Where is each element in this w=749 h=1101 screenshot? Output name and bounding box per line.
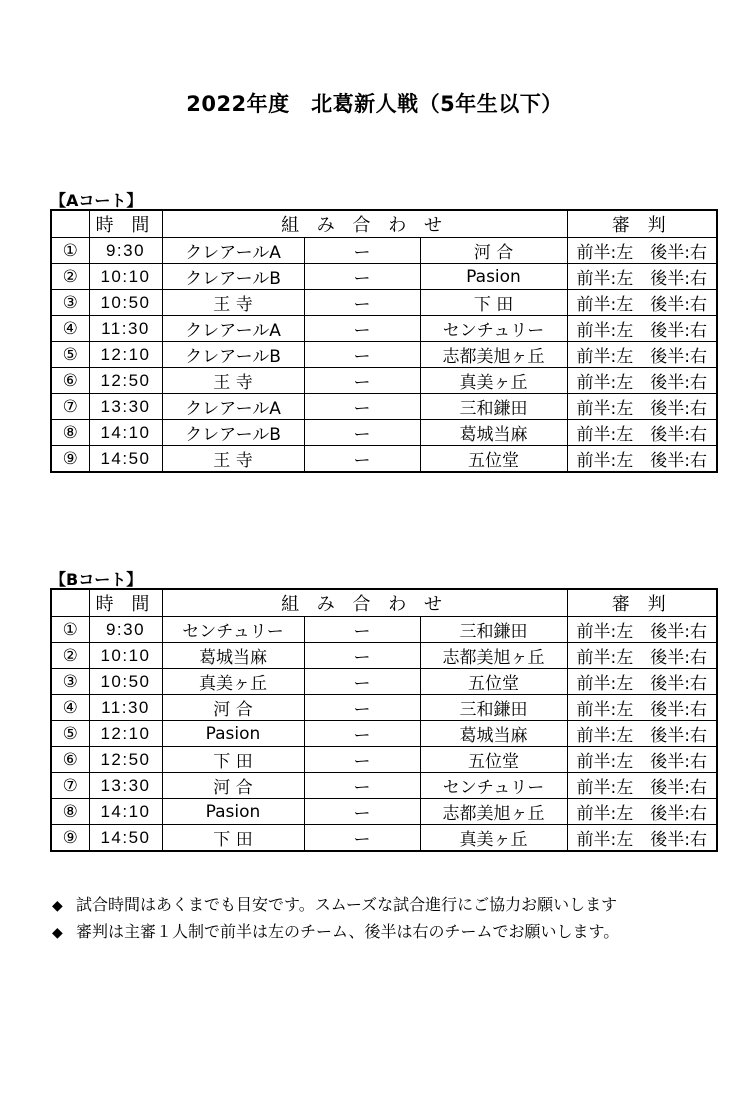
table-row [51,264,717,290]
versus-dash: ー [304,617,420,643]
page-title: 2022年度 北葛新人戦（5年生以下） [186,92,563,116]
referee-assignment: 前半:左 後半:右 [567,669,717,695]
team-right: 三和鎌田 [420,617,567,643]
versus-dash: ー [304,238,420,264]
match-number: ⑨ [51,825,89,852]
header-referee: 審 判 [567,210,717,238]
team-right: 三和鎌田 [420,695,567,721]
match-time: 14:10 [89,420,162,446]
team-right: センチュリー [420,773,567,799]
team-right: 真美ヶ丘 [420,825,567,852]
header-match: 組 み 合 わ せ [162,210,567,238]
match-number: ⑤ [51,721,89,747]
table-row [51,773,717,799]
referee-assignment: 前半:左 後半:右 [567,773,717,799]
match-number: ⑦ [51,773,89,799]
referee-assignment: 前半:左 後半:右 [567,238,717,264]
match-time: 9:30 [89,617,162,643]
court-a-schedule-table [50,209,718,473]
referee-assignment: 前半:左 後半:右 [567,799,717,825]
referee-assignment: 前半:左 後半:右 [567,420,717,446]
team-left: クレアールA [162,394,304,420]
versus-dash: ー [304,264,420,290]
team-right: 志都美旭ヶ丘 [420,342,567,368]
referee-assignment: 前半:左 後半:右 [567,290,717,316]
team-right: 五位堂 [420,446,567,473]
table-row [51,368,717,394]
team-right: 三和鎌田 [420,394,567,420]
match-time: 10:50 [89,669,162,695]
referee-assignment: 前半:左 後半:右 [567,264,717,290]
versus-dash: ー [304,342,420,368]
team-left: 河 合 [162,695,304,721]
table-row [51,825,717,852]
versus-dash: ー [304,290,420,316]
team-left: クレアールA [162,238,304,264]
match-time: 13:30 [89,394,162,420]
team-right: 真美ヶ丘 [420,368,567,394]
table-row [51,669,717,695]
versus-dash: ー [304,773,420,799]
table-row [51,695,717,721]
match-time: 14:10 [89,799,162,825]
team-left: センチュリー [162,617,304,643]
team-left: クレアールB [162,420,304,446]
match-time: 13:30 [89,773,162,799]
note-item [52,919,619,946]
match-time: 9:30 [89,238,162,264]
versus-dash: ー [304,643,420,669]
match-time: 11:30 [89,695,162,721]
table-row [51,316,717,342]
versus-dash: ー [304,695,420,721]
table-row [51,747,717,773]
header-blank [51,589,89,617]
team-right: 河 合 [420,238,567,264]
match-number: ③ [51,669,89,695]
match-number: ③ [51,290,89,316]
table-row [51,643,717,669]
referee-assignment: 前半:左 後半:右 [567,368,717,394]
match-number: ④ [51,316,89,342]
match-time: 12:10 [89,342,162,368]
versus-dash: ー [304,316,420,342]
referee-assignment: 前半:左 後半:右 [567,316,717,342]
versus-dash: ー [304,394,420,420]
match-time: 10:50 [89,290,162,316]
note-text: 試合時間はあくまでも目安です。スムーズな試合進行にご協力お願いします [76,895,618,914]
team-left: 真美ヶ丘 [162,669,304,695]
versus-dash: ー [304,368,420,394]
table-row [51,290,717,316]
versus-dash: ー [304,747,420,773]
header-match: 組 み 合 わ せ [162,589,567,617]
table-row [51,394,717,420]
team-right: 五位堂 [420,747,567,773]
team-left: 王 寺 [162,446,304,473]
diamond-bullet-icon: ◆ [52,898,63,914]
referee-assignment: 前半:左 後半:右 [567,825,717,852]
match-number: ⑧ [51,420,89,446]
team-left: 河 合 [162,773,304,799]
versus-dash: ー [304,420,420,446]
match-number: ⑥ [51,368,89,394]
match-number: ⑤ [51,342,89,368]
match-time: 12:10 [89,721,162,747]
match-time: 14:50 [89,825,162,852]
table-row [51,721,717,747]
diamond-bullet-icon: ◆ [52,925,63,941]
note-text: 審判は主審１人制で前半は左のチーム、後半は右のチームでお願いします。 [76,922,620,941]
team-right: 志都美旭ヶ丘 [420,643,567,669]
versus-dash: ー [304,799,420,825]
team-left: クレアールB [162,342,304,368]
team-left: Pasion [162,721,304,747]
note-item [52,892,619,919]
team-left: 王 寺 [162,290,304,316]
versus-dash: ー [304,825,420,852]
match-number: ⑨ [51,446,89,473]
referee-assignment: 前半:左 後半:右 [567,643,717,669]
match-time: 10:10 [89,643,162,669]
referee-assignment: 前半:左 後半:右 [567,394,717,420]
versus-dash: ー [304,721,420,747]
table-row [51,238,717,264]
team-left: クレアールB [162,264,304,290]
court-b-schedule-table [50,588,718,852]
team-right: 葛城当麻 [420,721,567,747]
match-time: 12:50 [89,747,162,773]
referee-assignment: 前半:左 後半:右 [567,446,717,473]
versus-dash: ー [304,669,420,695]
team-right: センチュリー [420,316,567,342]
match-number: ② [51,643,89,669]
team-left: 葛城当麻 [162,643,304,669]
match-number: ⑦ [51,394,89,420]
table-row [51,420,717,446]
team-left: 下 田 [162,825,304,852]
team-right: 志都美旭ヶ丘 [420,799,567,825]
match-time: 12:50 [89,368,162,394]
match-number: ② [51,264,89,290]
table-header-row [51,210,717,238]
match-number: ① [51,238,89,264]
team-left: Pasion [162,799,304,825]
header-blank [51,210,89,238]
match-number: ⑧ [51,799,89,825]
team-right: 葛城当麻 [420,420,567,446]
table-row [51,342,717,368]
versus-dash: ー [304,446,420,473]
team-right: 下 田 [420,290,567,316]
referee-assignment: 前半:左 後半:右 [567,342,717,368]
table-row [51,799,717,825]
match-time: 14:50 [89,446,162,473]
table-row [51,446,717,473]
table-header-row [51,589,717,617]
header-time: 時 間 [89,589,162,617]
match-number: ① [51,617,89,643]
notes [52,892,619,946]
match-time: 11:30 [89,316,162,342]
court-a-label: 【Aコート】 [50,191,143,210]
match-time: 10:10 [89,264,162,290]
referee-assignment: 前半:左 後半:右 [567,721,717,747]
team-left: 下 田 [162,747,304,773]
referee-assignment: 前半:左 後半:右 [567,747,717,773]
match-number: ④ [51,695,89,721]
match-number: ⑥ [51,747,89,773]
header-time: 時 間 [89,210,162,238]
team-left: 王 寺 [162,368,304,394]
table-row [51,617,717,643]
team-left: クレアールA [162,316,304,342]
referee-assignment: 前半:左 後半:右 [567,617,717,643]
team-right: Pasion [420,264,567,290]
header-referee: 審 判 [567,589,717,617]
referee-assignment: 前半:左 後半:右 [567,695,717,721]
team-right: 五位堂 [420,669,567,695]
court-b-label: 【Bコート】 [50,570,143,589]
